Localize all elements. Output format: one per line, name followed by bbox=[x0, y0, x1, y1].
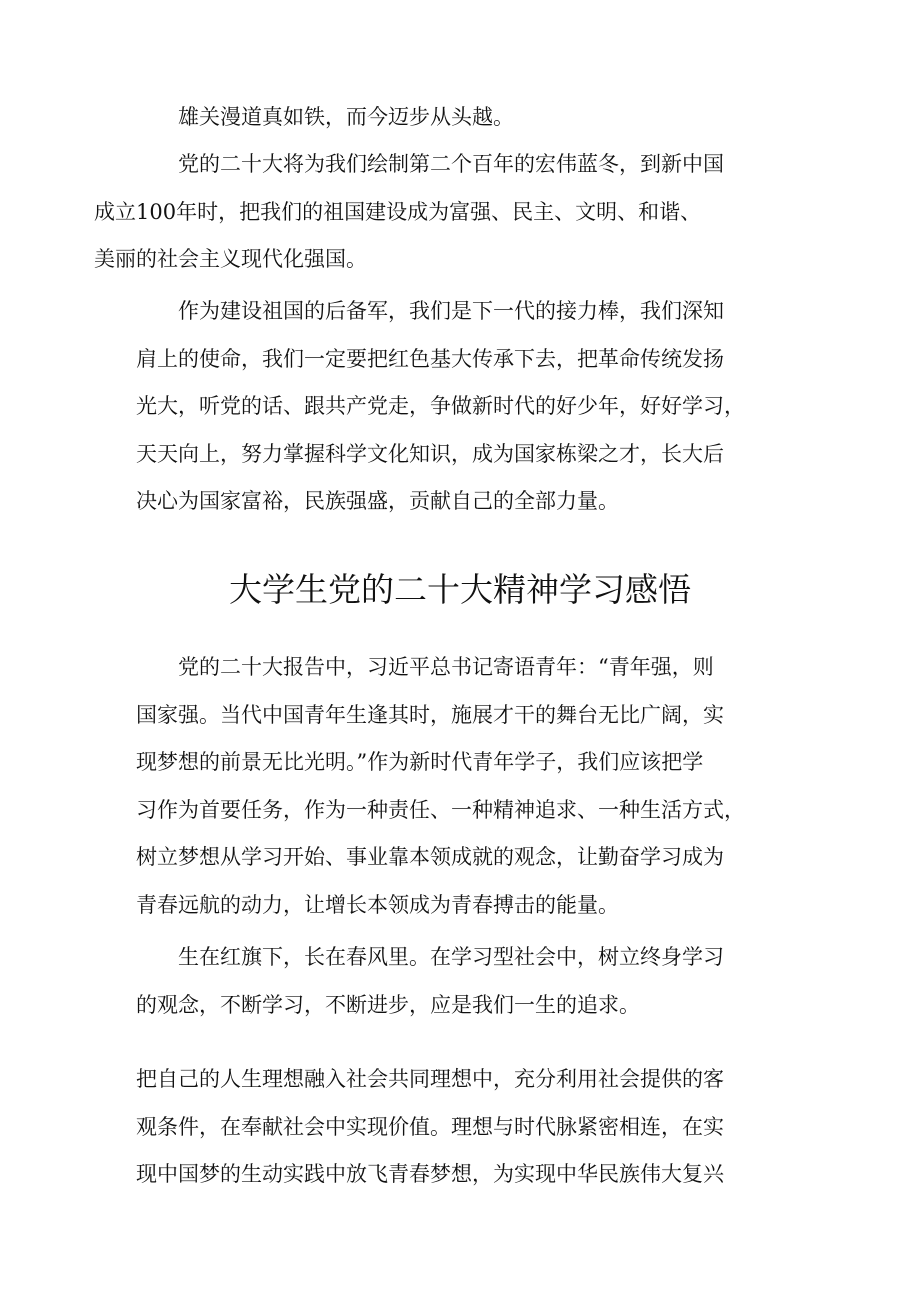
text-line: 国家强。当代中国青年生逢其时，施展才干的舞台无比广阔，实 bbox=[136, 702, 724, 727]
text-line: 树立梦想从学习开始、事业靠本领成就的观念，让勤奋学习成为 bbox=[136, 845, 724, 869]
text-line: 天天向上，努力掌握科学文化知识，成为国家栋梁之才，长大后 bbox=[136, 441, 724, 466]
text-line: 决心为国家富裕，民族强盛，贡献自己的全部力量。 bbox=[136, 489, 619, 513]
text-line: 习作为首要任务，作为一种责任、一种精神追求、一种生活方式， bbox=[136, 797, 745, 822]
text-line: 美丽的社会主义现代化强国。 bbox=[94, 247, 367, 271]
text-line: 党的二十大将为我们绘制第二个百年的宏伟蓝冬，到新中国 bbox=[178, 152, 724, 176]
text-line: 把自己的人生理想融入社会共同理想中，充分利用社会提供的客 bbox=[136, 1067, 724, 1091]
paragraph-blueprint bbox=[94, 141, 796, 284]
text-line: 成立100年时，把我们的祖国建设成为富强、民主、文明、和谐、 bbox=[94, 199, 702, 224]
paragraph-successors bbox=[136, 288, 796, 526]
paragraph-poem-line bbox=[136, 94, 796, 142]
section-title: 大学生党的二十大精神学习感悟 bbox=[229, 570, 691, 609]
text-line: 肩上的使命，我们一定要把红色基大传承下去，把革命传统发扬 bbox=[136, 346, 724, 371]
paragraph-ideals bbox=[136, 1056, 796, 1199]
text-line: 生在红旗下，长在春风里。在学习型社会中，树立终身学习 bbox=[178, 945, 724, 969]
text-line: 党的二十大报告中，习近平总书记寄语青年：“青年强，则 bbox=[178, 655, 714, 679]
text-line: 光大，听党的话、跟共产党走，争做新时代的好少年，好好学习， bbox=[136, 394, 745, 418]
text-line: 现梦想的前景无比光明。”作为新时代青年学子，我们应该把学 bbox=[136, 750, 704, 774]
text-line: 青春远航的动力，让增长本领成为青春搏击的能量。 bbox=[136, 892, 619, 917]
paragraph-youth-strong bbox=[136, 644, 796, 929]
text-line: 的观念，不断学习，不断进步，应是我们一生的追求。 bbox=[136, 992, 640, 1017]
text-line: 作为建设祖国的后备军，我们是下一代的接力棒，我们深知 bbox=[178, 299, 724, 323]
text-line: 雄关漫道真如铁，而今迈步从头越。 bbox=[178, 105, 514, 129]
paragraph-lifelong-learning bbox=[136, 934, 796, 1029]
text-line: 现中国梦的生动实践中放飞青春梦想，为实现中华民族伟大复兴 bbox=[136, 1162, 724, 1186]
text-line: 观条件，在奉献社会中实现价值。理想与时代脉紧密相连，在实 bbox=[136, 1114, 724, 1139]
